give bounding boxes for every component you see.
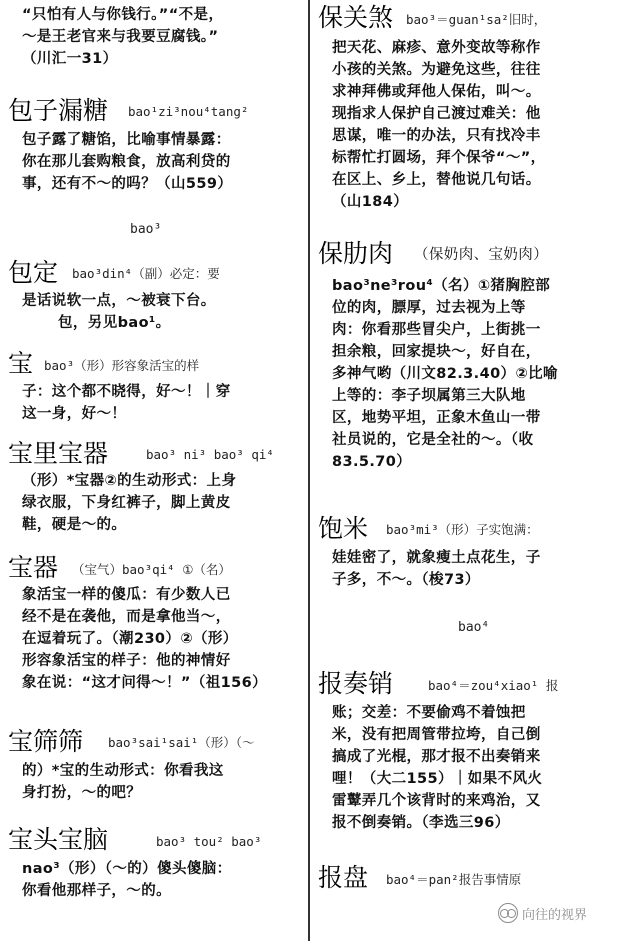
headword-bao: 宝 bbox=[8, 349, 34, 378]
intro-line-3: （川汇一31） bbox=[22, 51, 118, 67]
definition-line: 米，没有把周管带拉垮，自己倒 bbox=[332, 727, 541, 743]
pronunciation: bao³mi³（形）子实饱满： bbox=[386, 522, 539, 537]
section-heading-bao3: bao³ bbox=[130, 222, 162, 237]
watermark bbox=[498, 900, 587, 926]
definition-line: 子：这个都不晓得，好～！｜穿 bbox=[22, 384, 231, 400]
definition-line: 形容象活宝的样子：他的神情好 bbox=[22, 653, 231, 669]
definition-line: 你看他那样子，～的。 bbox=[22, 883, 171, 899]
definition-line: 鞋，硬是～的。 bbox=[22, 517, 127, 533]
intro-line-1: “只怕有人与你钱行。”“不是， bbox=[22, 7, 224, 23]
headword-bao-mi: 饱米 bbox=[318, 514, 369, 543]
definition-line: 你在那儿套购粮食，放高利贷的 bbox=[22, 154, 231, 170]
definition-line: bao³ne³rou⁴（名）①猪胸腔部 bbox=[332, 278, 551, 294]
headword-bao-zou-xiao: 报奏销 bbox=[318, 669, 394, 698]
definition-line: 思谋，唯一的办法，只有找冷丰 bbox=[332, 128, 541, 144]
section-heading-bao4: bao⁴ bbox=[458, 620, 490, 635]
definition-line: 象在说：“这才问得～！”（祖156） bbox=[22, 675, 268, 691]
definition-line: 在逗着玩了。（潮230）②（形） bbox=[22, 631, 238, 647]
definition-line: 包子露了糖馅，比喻事情暴露： bbox=[22, 132, 231, 148]
definition-line: 肉：你看那些冒尖户，上街挑一 bbox=[332, 322, 541, 338]
pronunciation: bao³sai¹sai¹（形）（～ bbox=[108, 735, 255, 750]
pronunciation: bao¹zi³nou⁴tang² bbox=[128, 104, 249, 119]
pronunciation: bao³（形）形容象活宝的样 bbox=[44, 358, 200, 373]
definition-line: 多神气哟（川文82.3.40）②比喻 bbox=[332, 366, 558, 382]
definition-line: 把天花、麻疹、意外变故等称作 bbox=[332, 40, 541, 56]
pronunciation: bao³din⁴（副）必定：要 bbox=[72, 266, 220, 281]
definition-line: 事，还有不～的吗？（山559） bbox=[22, 176, 233, 192]
headword-bao-guan-sha: 保关煞 bbox=[318, 3, 394, 32]
definition-line: （形）*宝器②的生动形式：上身 bbox=[22, 473, 237, 489]
definition-line: 身打扮，～的吧？ bbox=[22, 785, 142, 801]
definition-line: 象活宝一样的傻瓜：有少数人已 bbox=[22, 587, 231, 603]
definition-line: 小孩的关煞。为避免这些，往往 bbox=[332, 62, 541, 78]
wechat-icon bbox=[498, 903, 518, 923]
pronunciation: bao⁴＝pan²报告事情原 bbox=[386, 872, 522, 887]
headword-bao-li-bao-qi: 宝里宝器 bbox=[8, 439, 109, 468]
definition-line: 包，另见bao¹。 bbox=[58, 315, 171, 331]
headword-bao-qi: 宝器 bbox=[8, 553, 59, 582]
definition-line: 社员说的，它是全社的～。（收 bbox=[332, 432, 534, 448]
definition-line: 经不是在袭他，而是拿他当～， bbox=[22, 609, 231, 625]
watermark-text: 向往的视界 bbox=[522, 907, 588, 923]
definition-line: 求神拜佛或拜他人保佑，叫～。 bbox=[332, 84, 541, 100]
variant-forms: （保奶肉、宝奶肉） bbox=[414, 247, 549, 263]
pronunciation: （宝气）bao³qi⁴ ①（名） bbox=[72, 562, 231, 577]
headword-bao-lei-rou: 保肋肉 bbox=[318, 239, 394, 268]
definition-line: 哩！（大二155）｜如果不风火 bbox=[332, 771, 543, 787]
definition-line: 这一身，好～！ bbox=[22, 406, 127, 422]
headword-bao-ding: 包定 bbox=[8, 258, 59, 287]
definition-line: nao³（形）（～的）傻头傻脑： bbox=[22, 861, 232, 877]
headword-baozi-lou-tang: 包子漏糖 bbox=[8, 96, 109, 125]
definition-line: 担余粮，回家提块～，好自在， bbox=[332, 344, 541, 360]
definition-line: 标帮忙打圆场，拜个保爷“～”， bbox=[332, 150, 546, 166]
definition-line: 雷鼙弄几个该背时的来鸡治，又 bbox=[332, 793, 541, 809]
pronunciation: bao³ ni³ bao³ qi⁴ bbox=[146, 447, 274, 462]
pronunciation: bao³ tou² bao³ bbox=[156, 834, 262, 849]
definition-line: 的）*宝的生动形式：你看我这 bbox=[22, 763, 224, 779]
definition-line: （山184） bbox=[332, 194, 409, 210]
definition-line: 现指求人保护自己渡过难关：他 bbox=[332, 106, 541, 122]
definition-line: 子多，不～。（梭73） bbox=[332, 572, 480, 588]
pronunciation: bao³＝guan¹sa²旧时， bbox=[406, 12, 547, 27]
definition-line: 在区上、乡上，替他说几句话。 bbox=[332, 172, 541, 188]
intro-line-2: ～是王老官来与我要豆腐钱。” bbox=[22, 29, 219, 45]
definition-line: 位的肉，膘厚，过去视为上等 bbox=[332, 300, 526, 316]
definition-line: 83.5.70） bbox=[332, 454, 412, 470]
definition-line: 绿衣服，下身红裤子，脚上黄皮 bbox=[22, 495, 231, 511]
definition-line: 报不倒奏销。（李选三96） bbox=[332, 815, 510, 831]
definition-line: 上等的：李子坝属第三大队地 bbox=[332, 388, 526, 404]
pronunciation: bao⁴＝zou⁴xiao¹ 报 bbox=[428, 678, 559, 693]
headword-bao-shai-shai: 宝筛筛 bbox=[8, 727, 84, 756]
headword-bao-tou-bao-nao: 宝头宝脑 bbox=[8, 825, 109, 854]
definition-line: 区，地势平坦，正象木鱼山一带 bbox=[332, 410, 541, 426]
definition-line: 是话说软一点，～被衰下台。 bbox=[22, 293, 216, 309]
headword-bao-pan: 报盘 bbox=[318, 863, 369, 892]
definition-line: 搞成了光棍，那才报不出奏销来 bbox=[332, 749, 541, 765]
definition-line: 娃娃密了，就象瘦土点花生，子 bbox=[332, 550, 541, 566]
column-divider bbox=[308, 0, 310, 941]
definition-line: 账；交差：不要偷鸡不着蚀把 bbox=[332, 705, 526, 721]
